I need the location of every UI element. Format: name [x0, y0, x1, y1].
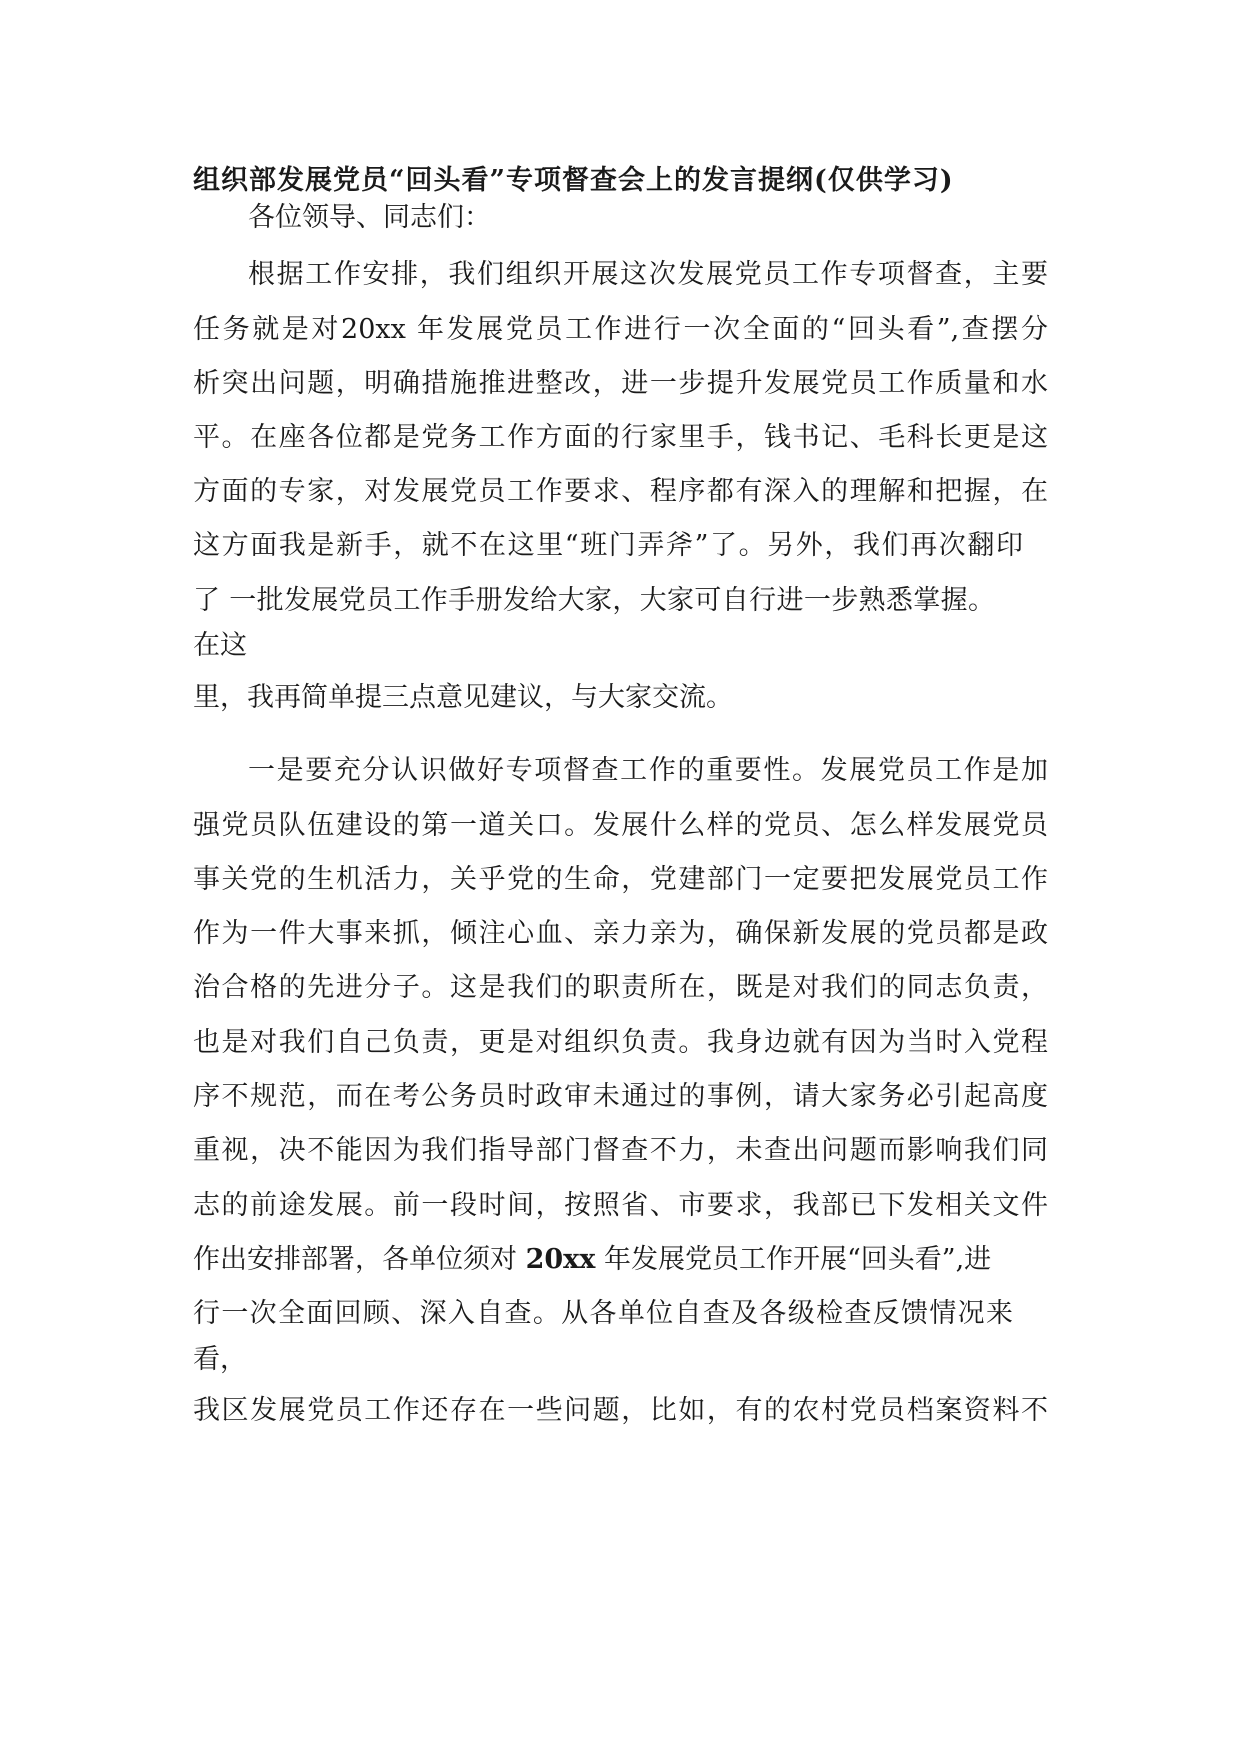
paragraph-line: 方面的专家，对发展党员工作要求、程序都有深入的理解和把握，在 — [193, 476, 1048, 507]
salutation: 各位领导、同志们： — [248, 202, 491, 233]
paragraph-line: 也是对我们自己负责，更是对组织负责。我身边就有因为当时入党程 — [193, 1027, 1048, 1058]
line-segment: 年发展党员工作开展“回头看”,进 — [595, 1244, 992, 1275]
paragraph-line: 里，我再简单提三点意见建议，与大家交流。 — [193, 682, 733, 713]
paragraph-line: 事关党的生机活力，关乎党的生命，党建部门一定要把发展党员工作 — [193, 864, 1048, 895]
paragraph-line: 治合格的先进分子。这是我们的职责所在，既是对我们的同志负责， — [193, 972, 1048, 1003]
paragraph-line: 强党员队伍建设的第一道关口。发展什么样的党员、怎么样发展党员 — [193, 810, 1048, 841]
paragraph-line: 任务就是对20xx 年发展党员工作进行一次全面的“回头看”,查摆分 — [193, 314, 1048, 345]
paragraph-line: 这方面我是新手，就不在这里“班门弄斧”了。另外，我们再次翻印 — [193, 530, 1023, 561]
paragraph-line: 重视，决不能因为我们指导部门督查不力，未查出问题而影响我们同 — [193, 1135, 1048, 1166]
line-segment: 作出安排部署，各单位须对 — [193, 1244, 526, 1275]
document-title: 组织部发展党员“回头看”专项督查会上的发言提纲(仅供学习) — [193, 165, 954, 196]
paragraph-line: 作为一件大事来抓，倾注心血、亲力亲为，确保新发展的党员都是政 — [193, 918, 1048, 949]
paragraph-line: 根据工作安排，我们组织开展这次发展党员工作专项督查，主要 — [248, 259, 1048, 290]
paragraph-line: 志的前途发展。前一段时间，按照省、市要求，我部已下发相关文件 — [193, 1190, 1048, 1221]
paragraph-line — [193, 1242, 1048, 1278]
paragraph-line: 行一次全面回顾、深入自查。从各单位自查及各级检查反馈情况来 — [193, 1298, 1013, 1329]
paragraph-line: 序不规范，而在考公务员时政审未通过的事例，请大家务必引起高度 — [193, 1081, 1048, 1112]
paragraph-line: 析突出问题，明确措施推进整改，进一步提升发展党员工作质量和水 — [193, 368, 1048, 399]
paragraph-line: 看， — [193, 1344, 247, 1375]
paragraph-line: 一是要充分认识做好专项督查工作的重要性。发展党员工作是加 — [248, 755, 1048, 786]
paragraph-line: 在这 — [193, 630, 247, 661]
paragraph-line: 平。在座各位都是党务工作方面的行家里手，钱书记、毛科长更是这 — [193, 422, 1048, 453]
paragraph-line: 了 一批发展党员工作手册发给大家，大家可自行进一步熟悉掌握。 — [193, 585, 995, 616]
paragraph-line: 我区发展党员工作还存在一些问题，比如，有的农村党员档案资料不 — [193, 1395, 1048, 1426]
year-placeholder: 20xx — [525, 1244, 596, 1275]
